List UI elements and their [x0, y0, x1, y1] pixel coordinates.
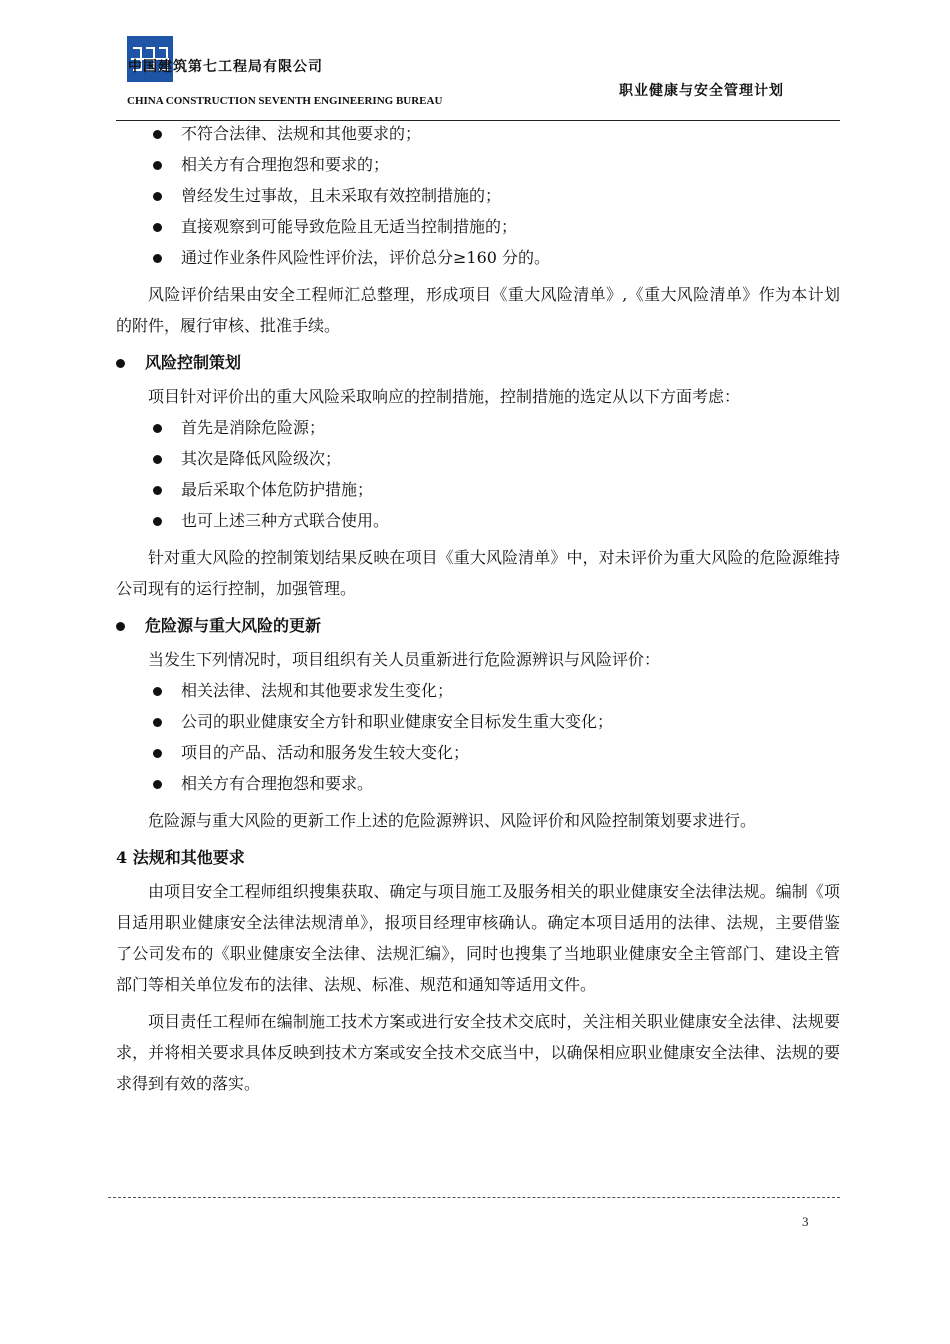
list-item: 也可上述三种方式联合使用。	[116, 505, 840, 536]
page-body	[116, 118, 840, 1099]
list-item: 公司的职业健康安全方针和职业健康安全目标发生重大变化；	[116, 706, 840, 737]
footer-divider	[108, 1197, 840, 1198]
list-item: 最后采取个体危防护措施；	[116, 474, 840, 505]
paragraph-update-conditions: 当发生下列情况时，项目组织有关人员重新进行危险源辨识与风险评价：	[148, 650, 661, 669]
list-item: 相关方有合理抱怨和要求的；	[116, 149, 840, 180]
section-heading-risk-control: 风险控制策划	[116, 347, 840, 378]
list-item: 相关法律、法规和其他要求发生变化；	[116, 675, 840, 706]
list-item: 曾经发生过事故，且未采取有效控制措施的；	[116, 180, 840, 211]
list-item: 不符合法律、法规和其他要求的；	[116, 118, 840, 149]
paragraph-regulations-application: 项目责任工程师在编制施工技术方案或进行安全技术交底时，关注相关职业健康安全法律、法规要求，并将相关要求具体反映到技术方案或安全技术交底当中，以确保相应职业健康安全法律、法规的要求得到有效的落实。	[116, 1012, 840, 1093]
company-name-cn: 中国建筑第七工程局有限公司	[128, 59, 323, 75]
company-name-en: CHINA CONSTRUCTION SEVENTH ENGINEERING BUREAU	[127, 95, 443, 107]
paragraph-regulations-collection: 由项目安全工程师组织搜集获取、确定与项目施工及服务相关的职业健康安全法律法规。编制《项目适用职业健康安全法律法规清单》，报项目经理审核确认。确定本项目适用的法律、法规，主要借鉴了公司发布的《职业健康安全法律、法规汇编》，同时也搜集了当地职业健康安全主管部门、建设主管部门等相关单位发布的法律、法规、标准、规范和通知等适用文件。	[116, 882, 840, 994]
paragraph-update-work: 危险源与重大风险的更新工作上述的危险源辨识、风险评价和风险控制策划要求进行。	[148, 811, 757, 830]
page-number: 3	[802, 1214, 809, 1229]
section-heading-risk-update: 危险源与重大风险的更新	[116, 610, 840, 641]
list-item: 直接观察到可能导致危险且无适当控制措施的；	[116, 211, 840, 242]
paragraph-control-results: 针对重大风险的控制策划结果反映在项目《重大风险清单》中，对未评价为重大风险的危险源维持公司现有的运行控制，加强管理。	[116, 548, 840, 598]
list-item: 其次是降低风险级次；	[116, 443, 840, 474]
list-item: 项目的产品、活动和服务发生较大变化；	[116, 737, 840, 768]
section-heading-regulations: 4 法规和其他要求	[116, 848, 245, 867]
paragraph-control-measures: 项目针对评价出的重大风险采取响应的控制措施，控制措施的选定从以下方面考虑：	[148, 387, 741, 406]
list-item: 首先是消除危险源；	[116, 412, 840, 443]
list-item: 通过作业条件风险性评价法，评价总分≥160 分的。	[116, 242, 840, 273]
list-item: 相关方有合理抱怨和要求。	[116, 768, 840, 799]
document-title: 职业健康与安全管理计划	[619, 83, 784, 99]
paragraph-risk-results: 风险评价结果由安全工程师汇总整理，形成项目《重大风险清单》,《重大风险清单》作为本计划的附件，履行审核、批准手续。	[116, 285, 840, 335]
